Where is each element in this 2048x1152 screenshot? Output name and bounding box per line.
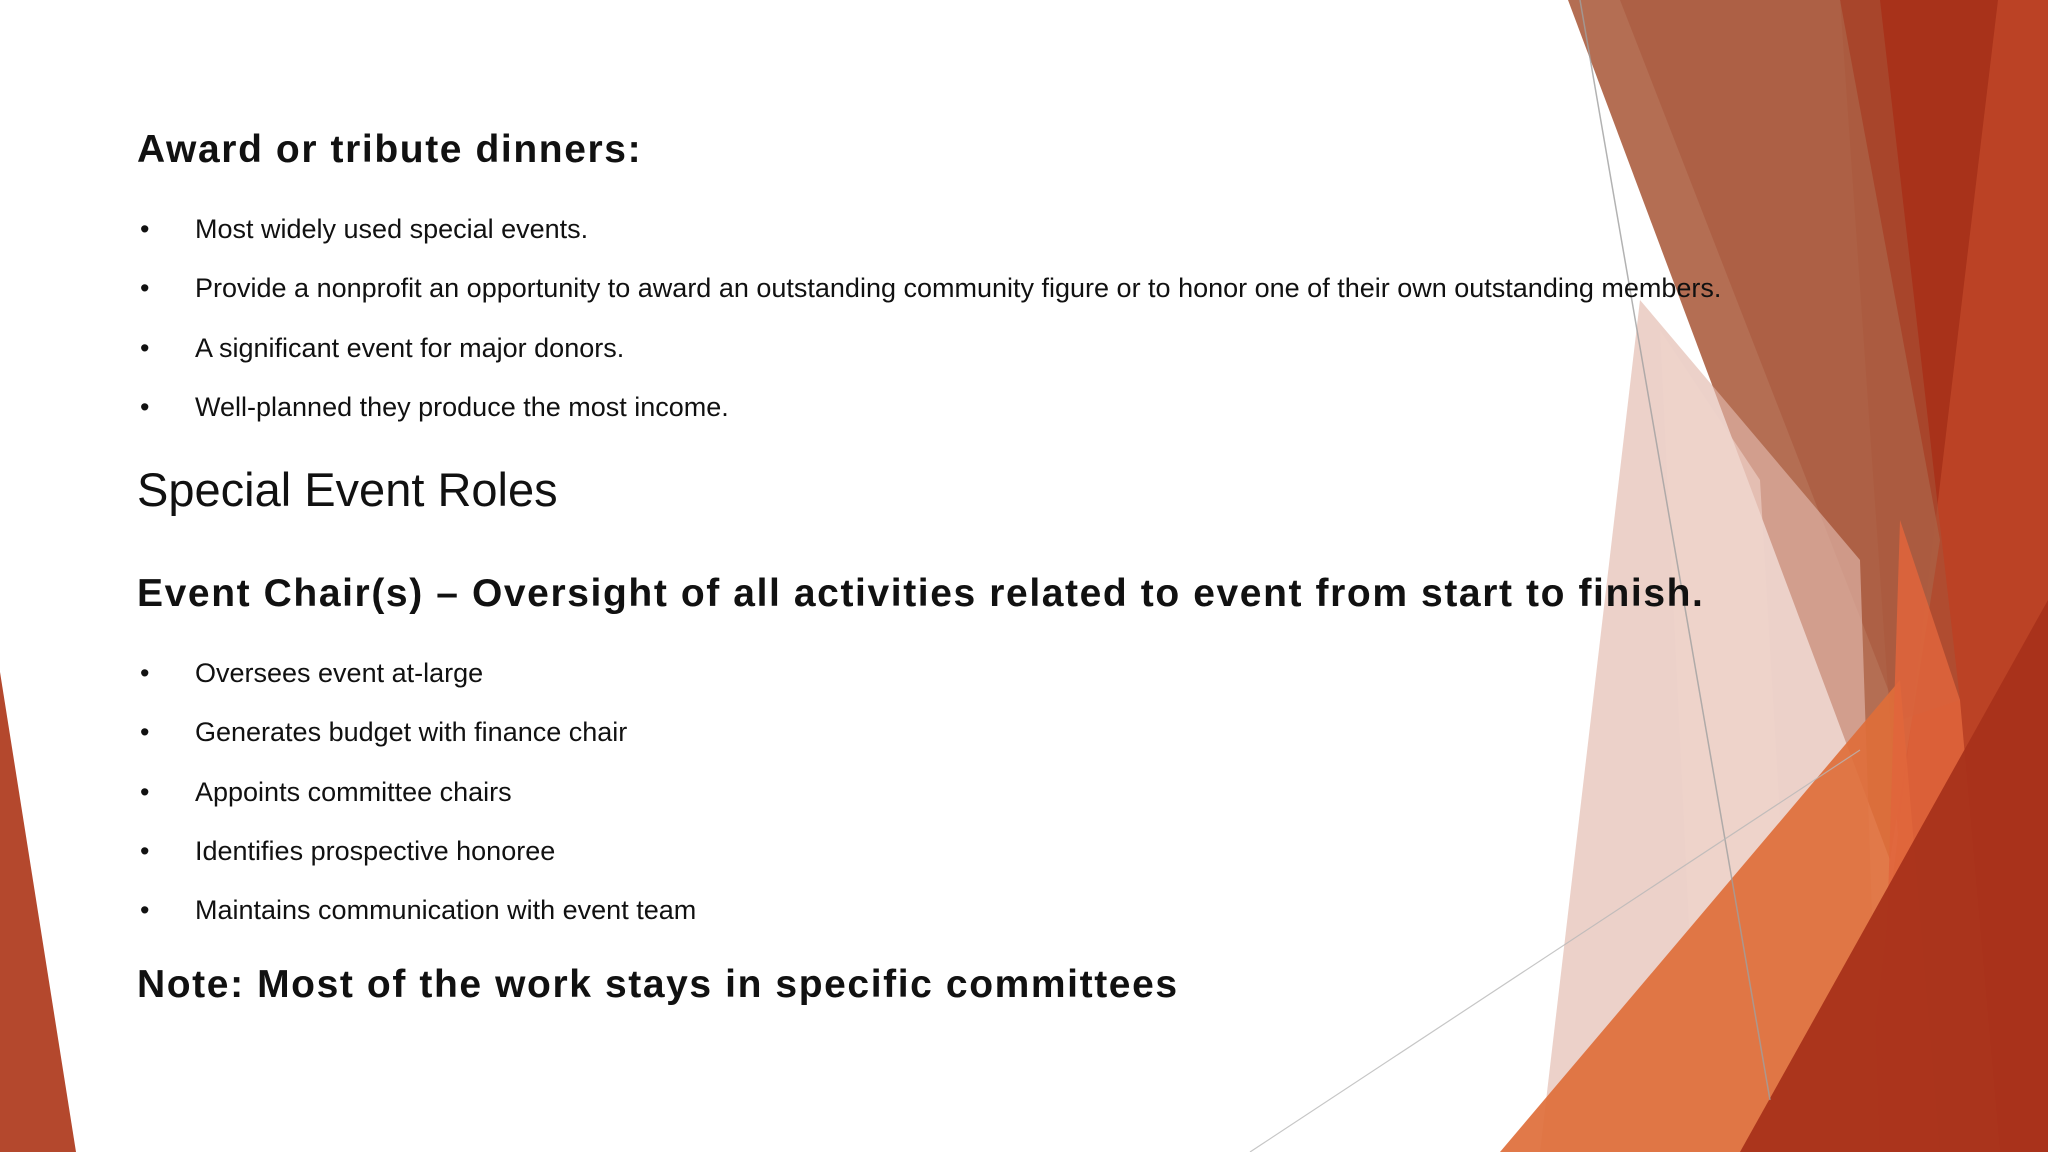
- bullet-icon: •: [140, 273, 150, 304]
- bullet-text: A significant event for major donors.: [195, 332, 625, 363]
- bullet-text: Oversees event at-large: [195, 658, 484, 688]
- bullet-icon: •: [140, 895, 150, 926]
- bullet-icon: •: [140, 835, 150, 866]
- bullet-text: Well-planned they produce the most income.: [195, 391, 729, 422]
- bullet-icon: •: [140, 391, 150, 422]
- note-text: Note: Most of the work stays in specific committees: [137, 963, 1179, 1006]
- heading-event-chair: Event Chair(s) – Oversight of all activities related to event from start to finish.: [137, 572, 1705, 615]
- heading-award-dinners: Award or tribute dinners:: [137, 128, 643, 171]
- bullet-text: Most widely used special events.: [195, 214, 589, 244]
- bullet-icon: •: [140, 776, 150, 807]
- bullet-text: Maintains communication with event team: [195, 895, 697, 926]
- bullet-icon: •: [140, 332, 150, 363]
- bullet-text: Appoints committee chairs: [195, 776, 512, 807]
- section-title-special-event-roles: Special Event Roles: [137, 463, 558, 516]
- bullet-icon: •: [140, 717, 150, 748]
- bullet-text: Provide a nonprofit an opportunity to award an outstanding community figure or to honor one of their own outstanding members.: [195, 273, 1722, 304]
- left-accent-shape: [0, 672, 76, 1152]
- bullet-text: Identifies prospective honoree: [195, 835, 556, 866]
- bullet-icon: •: [140, 658, 150, 688]
- bullet-icon: •: [140, 214, 150, 244]
- bullet-text: Generates budget with finance chair: [195, 717, 628, 748]
